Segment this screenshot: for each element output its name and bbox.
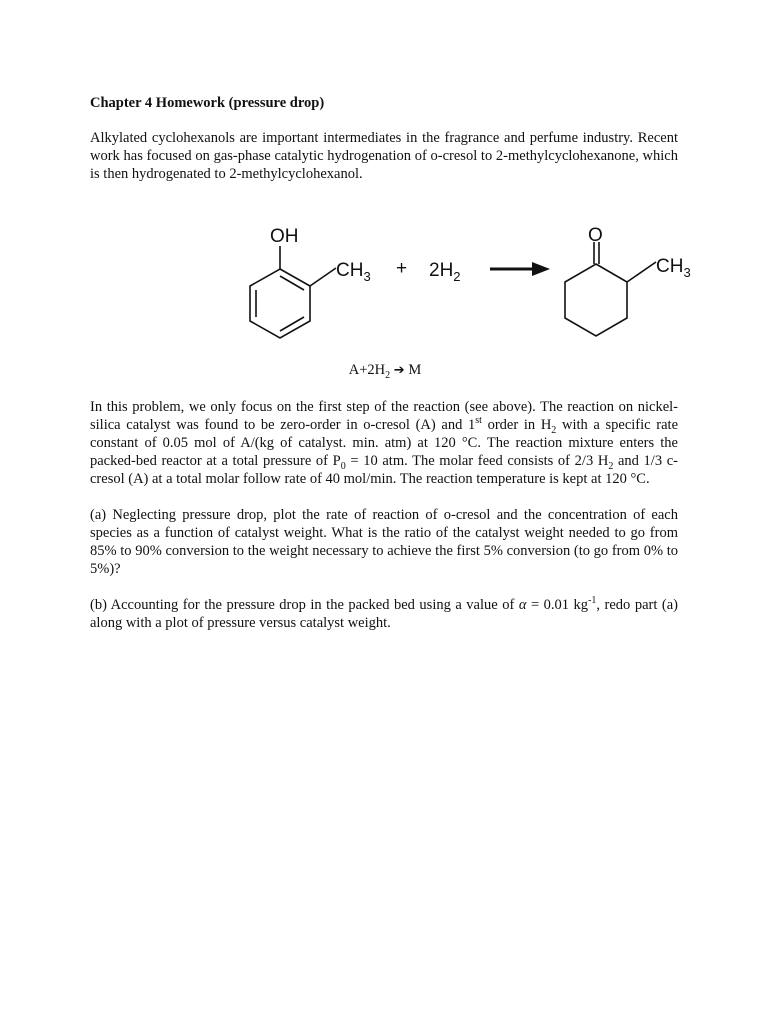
reaction-equation: $A+2H_2$ ➔ M: [348, 362, 422, 381]
part-a-paragraph: (a) Neglecting pressure drop, plot the rate of reaction of o-cresol and the concentration of each species as a function of catalyst weight. What is the ratio of the catalyst weight needed to go from 85% to 90% conversion to the weight necessary to achieve the first 5% conversion (to go from 0% to 5%)?: [90, 507, 678, 577]
reaction-scheme: [240, 220, 720, 350]
reaction-arrow: [490, 262, 550, 276]
ch3-left-label: $CH_3$: [336, 260, 371, 284]
carbonyl-o-label: O: [588, 225, 603, 246]
arrow-glyph: ➔: [393, 363, 405, 378]
problem-paragraph: In this problem, we only focus on the first step of the reaction (see above). The reaction on nickel-silica catalyst was found to be zero-order in o-cresol (A) and 1st order in $H_2$ with a specific rate constant of 0.05 mol of A/(kg of catalyst. min. atm) at 120 °C. The reaction mixture enters the packed-bed reactor at a total pressure of $P_0 = 10$ atm. The molar feed consists of 2/3 $H_2$ and 1/3 c-cresol (A) at a total molar follow rate of 40 mol/min. The reaction temperature is kept at 120 °C.: [90, 399, 679, 487]
page-title: Chapter 4 Homework (pressure drop): [90, 95, 325, 111]
intro-paragraph: Alkylated cyclohexanols are important intermediates in the fragrance and perfume industry. Recent work has focused on gas-phase catalytic hydrogenation of o-cresol to 2-methylcyclohexanone, which is then hydrogenated to 2-methylcyclohexanol.: [90, 130, 678, 182]
plus-sign: +: [396, 258, 408, 279]
o-cresol-structure: [250, 246, 336, 338]
ch3-right-label: $CH_3$: [656, 256, 691, 280]
methylcyclohexanone-structure: [565, 242, 656, 336]
oh-label: OH: [270, 226, 299, 247]
part-b-paragraph: (b) Accounting for the pressure drop in the packed bed using a value of α = 0.01 $kg^{-1}$, redo part (a) along with a plot of pressure versus catalyst weight.: [90, 595, 678, 631]
h2-label: $2H_2$: [429, 260, 461, 284]
